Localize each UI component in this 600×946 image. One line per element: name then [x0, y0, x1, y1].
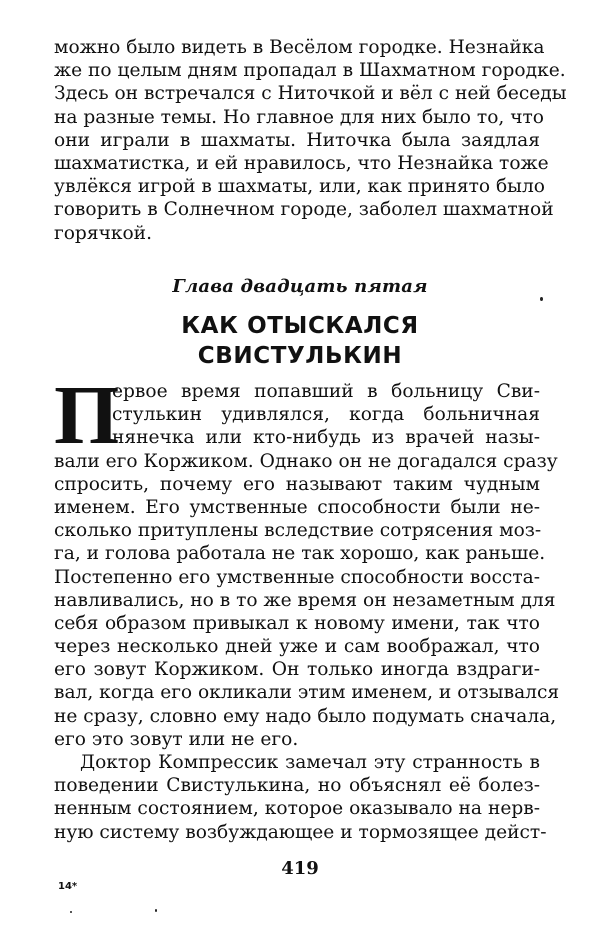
chapter-body	[54, 380, 560, 844]
chapter-title-line: СВИСТУЛЬКИН	[197, 343, 403, 369]
print-speck	[155, 909, 157, 912]
text-line: через несколько дней уже и сам воображал, что	[54, 636, 540, 658]
text-line: га, и голова работала не так хорошо, как раньше.	[54, 543, 546, 565]
top-paragraph	[54, 36, 567, 245]
text-line: спросить, почему его называют таким чудным	[54, 473, 540, 495]
text-line: сколько притуплены вследствие сотрясения моз-	[54, 520, 542, 542]
text-line: же по целым дням пропадал в Шахматном городке.	[54, 60, 566, 82]
text-line: они играли в шахматы. Ниточка была заядлая	[54, 129, 540, 151]
print-speck	[70, 911, 72, 913]
text-line: себя образом привыкал к новому имени, так что	[54, 612, 540, 634]
text-line: стулькин удивлялся, когда больничная	[112, 404, 540, 426]
text-line: говорить в Солнечном городе, заболел шахматной	[54, 199, 554, 221]
chapter-title	[0, 311, 600, 371]
text-line: на разные темы. Но главное для них было то, что	[54, 106, 544, 128]
text-line: нянечка или кто-нибудь из врачей назы-	[112, 427, 540, 449]
text-line: Постепенно его умственные способности восста-	[54, 566, 540, 588]
text-line: Доктор Компрессик замечал эту странность в	[80, 752, 540, 773]
text-line: именем. Его умственные способности были не-	[54, 496, 540, 518]
print-speck	[540, 297, 543, 301]
text-line: ервое время попавший в больницу Сви-	[112, 381, 540, 402]
text-line: ненным состоянием, которое оказывало на нерв-	[54, 798, 540, 820]
text-line: можно было видеть в Весёлом городке. Незнайка	[54, 37, 545, 58]
text-line: увлёкся игрой в шахматы, или, как принято было	[54, 176, 545, 198]
drop-cap-letter: П	[54, 369, 120, 462]
text-line: вали его Коржиком. Однако он не догадался сразу	[54, 450, 558, 472]
text-line: Здесь он встречался с Ниточкой и вёл с ней беседы	[54, 83, 567, 105]
text-line: навливались, но в то же время он незаметным для	[54, 589, 556, 611]
text-line: горячкой.	[54, 222, 152, 244]
text-line: его это зовут или не его.	[54, 728, 299, 750]
text-line: его зовут Коржиком. Он только иногда вздраги-	[54, 659, 540, 681]
text-line: вал, когда его окликали этим именем, и отзывался	[54, 682, 560, 704]
chapter-number: Глава двадцать пятая	[172, 276, 428, 297]
text-line: ную систему возбуждающее и тормозящее дейст-	[54, 821, 547, 843]
text-line: не сразу, словно ему надо было подумать сначала,	[54, 705, 557, 727]
text-line: шахматистка, и ей нравилось, что Незнайка тоже	[54, 152, 549, 174]
page-number: 419	[281, 858, 319, 879]
text-line: поведении Свистулькина, но объяснял её болез-	[54, 775, 540, 797]
chapter-title-line: КАК ОТЫСКАЛСЯ	[181, 313, 419, 339]
printer-signature-mark: 14*	[58, 881, 78, 892]
